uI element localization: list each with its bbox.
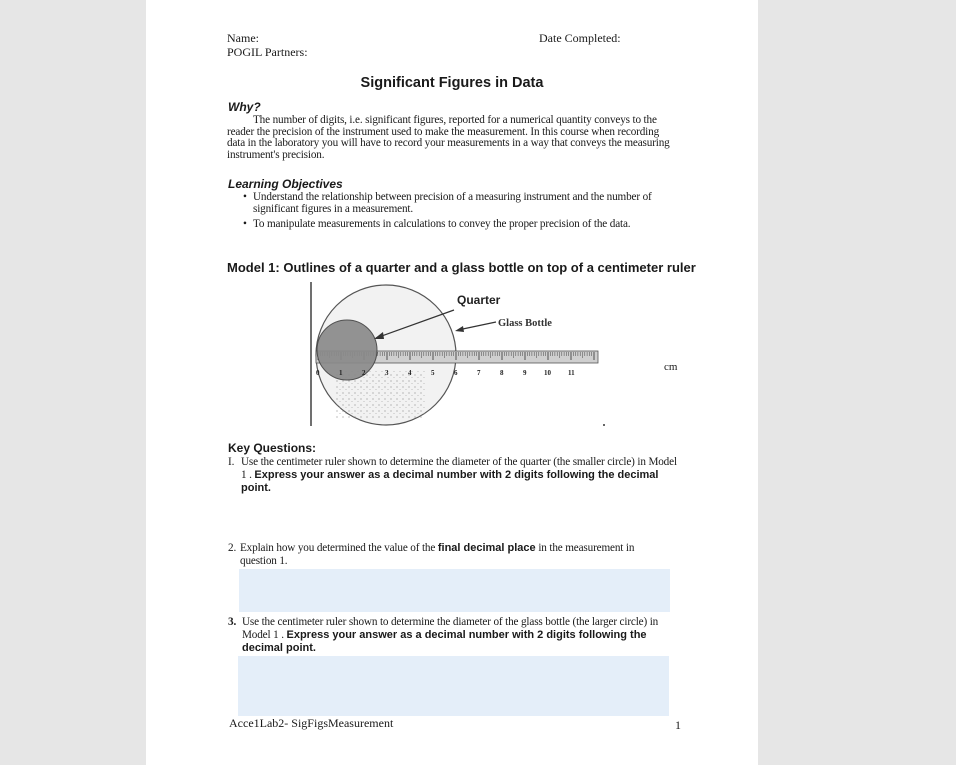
name-label: Name:: [227, 31, 259, 45]
footer-page-number: 1: [675, 718, 681, 732]
ruler-number-0: 0: [316, 369, 320, 377]
page-title: Significant Figures in Data: [360, 75, 544, 91]
ruler-number-9: 9: [523, 369, 527, 377]
question-1-text: Use the centimeter ruler shown to determine the diameter of the quarter (the smaller circle) in Model 1 .: [241, 456, 677, 481]
objective-text: Understand the relationship between precision of a measuring instrument and the number of significant figures in a measurement.: [253, 191, 652, 215]
why-heading: Why?: [228, 100, 261, 114]
question-3: [242, 616, 676, 655]
ruler-number-2: 2: [362, 369, 366, 377]
objective-item: • Understand the relationship between precision of a measuring instrument and the number of significant figures in a measurement.: [243, 191, 652, 215]
unit-label-cm: cm: [664, 361, 678, 373]
learning-objectives-heading: Learning Objectives: [228, 177, 343, 191]
ruler-number-8: 8: [500, 369, 504, 377]
bottle-arrow: [458, 322, 496, 330]
question-2-text-a: Explain how you determined the value of the: [240, 542, 436, 554]
objective-text: To manipulate measurements in calculations to convey the proper precision of the data.: [253, 218, 631, 231]
model-title: Model 1: Outlines of a quarter and a glass bottle on top of a centimeter ruler: [227, 260, 696, 275]
glass-bottle-label: Glass Bottle: [498, 318, 552, 329]
question-2: [240, 542, 670, 568]
ruler-number-4: 4: [408, 369, 412, 377]
footer-document-name: Acce1Lab2- SigFigsMeasurement: [229, 716, 394, 730]
date-completed-label: Date Completed:: [539, 31, 621, 45]
question-2-text-b: in the measurement in question 1.: [240, 542, 635, 567]
objectives-list: [227, 192, 673, 231]
ruler-number-6: 6: [454, 369, 458, 377]
bottle-arrowhead: [455, 326, 464, 332]
question-1-number: I.: [228, 456, 235, 468]
question-2-answer-box[interactable]: [239, 569, 670, 612]
ruler-number-3: 3: [385, 369, 389, 377]
question-3-answer-box[interactable]: [238, 656, 669, 716]
question-1-instruction: Express your answer as a decimal number with 2 digits following the decimal point.: [241, 469, 659, 494]
ruler-number-5: 5: [431, 369, 435, 377]
quarter-circle: [317, 320, 377, 380]
question-2-number: 2.: [228, 542, 237, 554]
worksheet-page: [146, 0, 758, 765]
ruler-number-10: 10: [544, 369, 551, 377]
why-text: The number of digits, i.e. significant figures, reported for a numerical quantity conveys to the reader the precision of the instrument used to make the measurement. In this course when recording data in the laboratory you will have to record your measurements in a way that conveys the measuring instrument's precision.: [227, 114, 670, 161]
question-3-number: 3.: [228, 616, 237, 628]
question-1: [241, 456, 677, 495]
model-figure: [306, 278, 606, 430]
question-2-emphasis: final decimal place: [437, 542, 536, 554]
objective-item: • To manipulate measurements in calculations to convey the proper precision of the data.: [243, 218, 631, 231]
question-3-instruction: Express your answer as a decimal number with 2 digits following the decimal point.: [242, 629, 647, 654]
key-questions-heading: Key Questions:: [228, 441, 317, 455]
pogil-partners-label: POGIL Partners:: [227, 45, 308, 59]
ruler-number-11: 11: [568, 369, 575, 377]
ruler-number-7: 7: [477, 369, 481, 377]
quarter-label: Quarter: [457, 293, 501, 307]
ruler-number-1: 1: [339, 369, 343, 377]
question-3-text: Use the centimeter ruler shown to determine the diameter of the glass bottle (the larger circle) in Model 1 .: [242, 616, 659, 641]
